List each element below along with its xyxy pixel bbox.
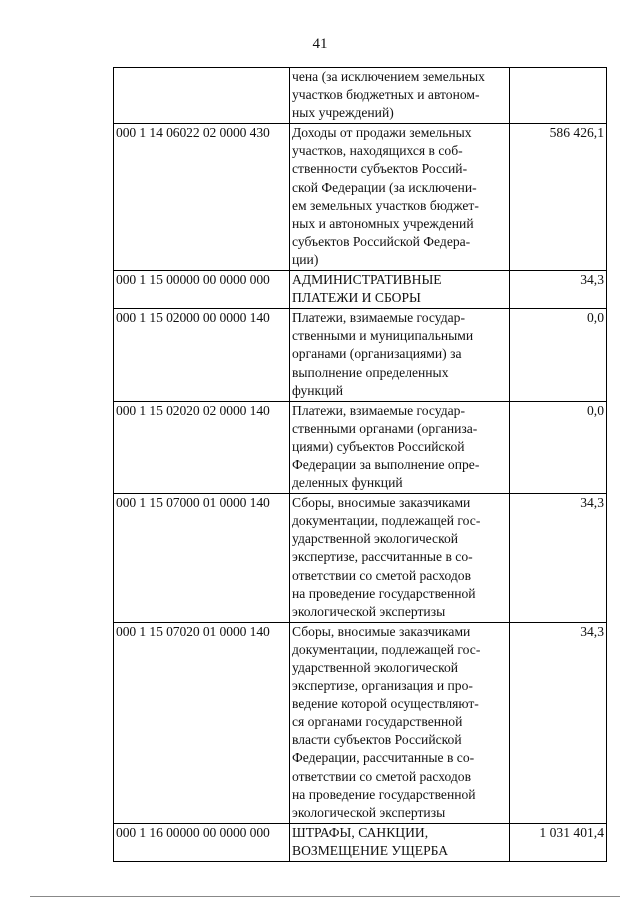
income-name-line: функций: [292, 382, 343, 398]
table-row: [114, 494, 607, 623]
income-name-cell: [290, 68, 510, 124]
income-name-cell: [290, 271, 510, 309]
income-name-cell: [290, 124, 510, 271]
amount-cell: 34,3: [510, 622, 607, 823]
income-name-line: ведение которой осуществляют-: [292, 696, 479, 712]
income-name-line: ем земельных участков бюджет-: [292, 197, 479, 213]
income-name-line: субъектов Российской Федера-: [292, 233, 471, 249]
income-name-line: ся органами государственной: [292, 714, 463, 730]
income-name-line: экспертизе, рассчитанные в со-: [292, 549, 473, 565]
amount-cell: 0,0: [510, 401, 607, 493]
table-row: [114, 401, 607, 493]
budget-code-cell: 000 1 15 02000 00 0000 140: [114, 309, 290, 401]
table-row: [114, 271, 607, 309]
table-row: [114, 68, 607, 124]
budget-code-cell: 000 1 15 07000 01 0000 140: [114, 494, 290, 623]
income-name-line: ных и автономных учреждений: [292, 215, 474, 231]
income-name-line: ственности субъектов Россий-: [292, 161, 468, 177]
income-name-line: экологической экспертизы: [292, 804, 446, 820]
income-name-cell: [290, 823, 510, 861]
revenue-table: [113, 67, 607, 862]
income-name-line: органами (организациями) за: [292, 346, 462, 362]
income-name-line: участков бюджетных и автоном-: [292, 87, 480, 103]
budget-code-cell: [114, 68, 290, 124]
income-name-line: Платежи, взимаемые государ-: [292, 402, 465, 418]
income-name-line: ШТРАФЫ, САНКЦИИ,: [292, 824, 429, 840]
income-name-line: ных учреждений): [292, 105, 394, 121]
income-name-line: Платежи, взимаемые государ-: [292, 310, 465, 326]
income-name-line: ударственной экологической: [292, 660, 459, 675]
income-name-line: экологической экспертизы: [292, 603, 446, 619]
income-name-line: ции): [292, 251, 319, 267]
bottom-divider: [30, 896, 620, 897]
income-name-line: АДМИНИСТРАТИВНЫЕ: [292, 272, 442, 288]
income-name-line: Сборы, вносимые заказчиками: [292, 623, 471, 639]
amount-cell: 586 426,1: [510, 124, 607, 271]
table-row: [114, 823, 607, 861]
income-name-line: участков, находящихся в соб-: [292, 143, 463, 159]
income-name-line: чена (за исключением земельных: [292, 69, 485, 84]
budget-code-cell: 000 1 15 00000 00 0000 000: [114, 271, 290, 309]
budget-code-cell: 000 1 16 00000 00 0000 000: [114, 823, 290, 861]
income-name-cell: [290, 401, 510, 493]
table-body: [114, 68, 607, 862]
income-name-line: власти субъектов Российской: [292, 732, 462, 748]
income-name-line: Федерации, рассчитанные в со-: [292, 750, 475, 766]
income-name-line: ВОЗМЕЩЕНИЕ УЩЕРБА: [292, 842, 449, 858]
income-name-cell: [290, 494, 510, 623]
budget-code-cell: 000 1 15 07020 01 0000 140: [114, 622, 290, 823]
income-name-cell: [290, 309, 510, 401]
income-name-line: выполнение определенных: [292, 364, 449, 380]
income-name-line: ударственной экологической: [292, 531, 459, 547]
amount-cell: 0,0: [510, 309, 607, 401]
income-name-line: ской Федерации (за исключени-: [292, 179, 477, 195]
income-name-line: на проведение государственной: [292, 786, 476, 802]
income-name-line: ответствии со сметой расходов: [292, 768, 472, 784]
budget-code-cell: 000 1 15 02020 02 0000 140: [114, 401, 290, 493]
income-name-line: экспертизе, организация и про-: [292, 678, 473, 694]
income-name-line: деленных функций: [292, 475, 403, 491]
income-name-line: ственными и муниципальными: [292, 328, 474, 344]
income-name-line: ственными органами (организа-: [292, 420, 478, 436]
income-name-line: Доходы от продажи земельных: [292, 125, 472, 141]
page-number: 41: [312, 36, 328, 52]
income-name-line: ПЛАТЕЖИ И СБОРЫ: [292, 290, 421, 306]
income-name-line: на проведение государственной: [292, 585, 476, 601]
amount-cell: [510, 68, 607, 124]
amount-cell: 1 031 401,4: [510, 823, 607, 861]
amount-cell: 34,3: [510, 494, 607, 623]
table-row: [114, 124, 607, 271]
budget-code-cell: 000 1 14 06022 02 0000 430: [114, 124, 290, 271]
income-name-line: документации, подлежащей гос-: [292, 641, 481, 657]
income-name-line: ответствии со сметой расходов: [292, 567, 472, 583]
income-name-line: циями) субъектов Российской: [292, 438, 465, 454]
income-name-line: Федерации за выполнение опре-: [292, 456, 480, 472]
income-name-line: Сборы, вносимые заказчиками: [292, 495, 471, 511]
table-row: [114, 622, 607, 823]
table-row: [114, 309, 607, 401]
income-name-line: документации, подлежащей гос-: [292, 513, 481, 529]
amount-cell: 34,3: [510, 271, 607, 309]
income-name-cell: [290, 622, 510, 823]
